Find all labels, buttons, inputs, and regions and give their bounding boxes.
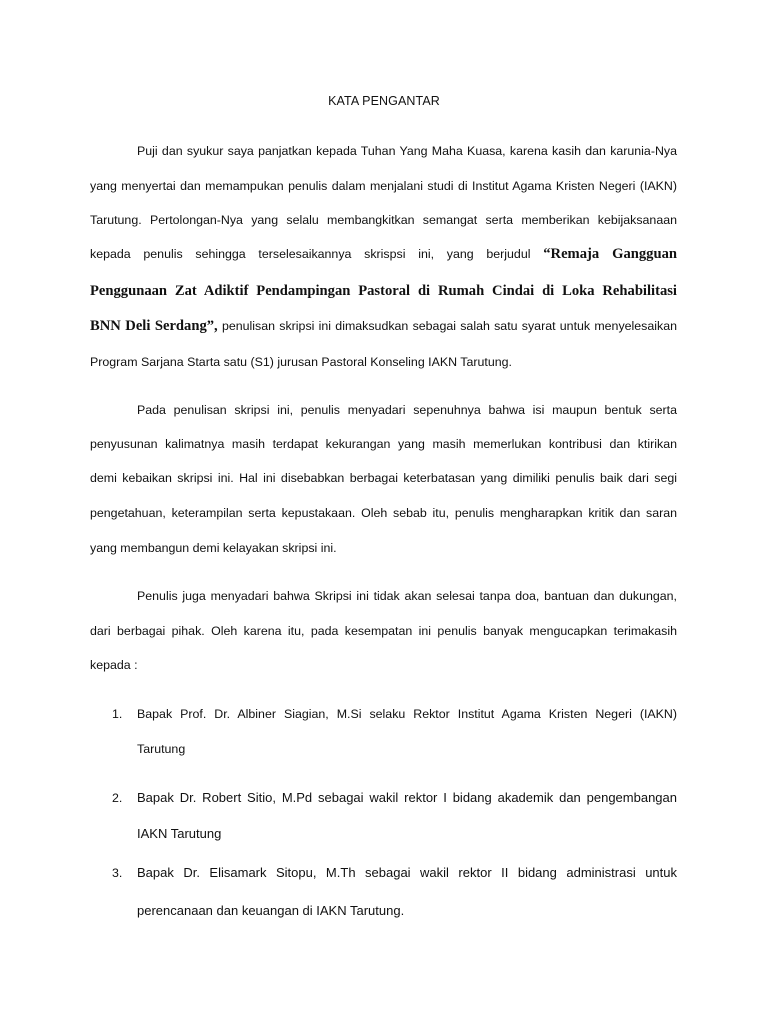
paragraph-3-line-3: kepada : [90,658,138,672]
paragraph-1-line-3: Tarutung. Pertolongan-Nya yang selalu membangkitkan semangat serta memberikan kebijaksanaan [90,213,677,227]
list-item-1-line-2: Tarutung [137,742,186,756]
paragraph-1-line-4-text: kepada penulis sehingga terselesaikannya skrispsi ini, yang berjudul [90,247,531,261]
paragraph-1-line-4 [90,246,677,262]
thesis-title-start: “Remaja Gangguan [543,246,677,262]
paragraph-3-line-2: dari berbagai pihak. Oleh karena itu, pada kesempatan ini penulis banyak mengucapkan terimakasih [90,624,677,638]
list-item-1-line-1: Bapak Prof. Dr. Albiner Siagian, M.Si selaku Rektor Institut Agama Kristen Negeri (IAKN) [137,707,677,721]
list-item-2-line-1: Bapak Dr. Robert Sitio, M.Pd sebagai wakil rektor I bidang akademik dan pengembangan [137,790,677,805]
paragraph-2-line-4: pengetahuan, keterampilan serta kepustakaan. Oleh sebab itu, penulis mengharapkan kritik dan saran [90,506,677,520]
list-item-3-line-2: perencanaan dan keuangan di IAKN Tarutung. [137,903,405,918]
paragraph-1-line-5 [90,283,677,299]
list-item-number: 1. [112,707,123,721]
list-item-2-line-2: IAKN Tarutung [137,826,222,841]
paragraph-2-line-5: yang membangun demi kelayakan skripsi ini. [90,541,337,555]
list-item-number: 2. [112,791,123,805]
list-item-3-line-1: Bapak Dr. Elisamark Sitopu, M.Th sebagai wakil rektor II bidang administrasi untuk [137,865,677,880]
page-title: KATA PENGANTAR [328,94,440,108]
paragraph-1-line-6 [90,318,677,334]
list-item-number: 3. [112,866,123,880]
paragraph-2-line-3: demi kebaikan skripsi ini. Hal ini disebabkan berbagai keterbatasan yang dimiliki penulis baik dari segi [90,471,677,485]
paragraph-2-line-2: penyusunan kalimatnya masih terdapat kekurangan yang masih memerlukan kontribusi dan ktirikan [90,437,677,451]
paragraph-1-line-2: yang menyertai dan memampukan penulis dalam menjalani studi di Institut Agama Kristen Negeri (IAKN) [90,179,677,193]
thesis-title-end: BNN Deli Serdang”, [90,318,218,334]
paragraph-1-line-6-text: penulisan skripsi ini dimaksudkan sebagai salah satu syarat untuk menyelesaikan [221,319,677,333]
paragraph-1-line-1: Puji dan syukur saya panjatkan kepada Tuhan Yang Maha Kuasa, karena kasih dan karunia-Nya [137,144,677,158]
thesis-title-middle: Penggunaan Zat Adiktif Pendampingan Pastoral di Rumah Cindai di Loka Rehabilitasi [90,283,677,299]
paragraph-1-line-7: Program Sarjana Starta satu (S1) jurusan Pastoral Konseling IAKN Tarutung. [90,355,512,369]
paragraph-2-line-1: Pada penulisan skripsi ini, penulis menyadari sepenuhnya bahwa isi maupun bentuk serta [137,403,677,417]
paragraph-3-line-1: Penulis juga menyadari bahwa Skripsi ini tidak akan selesai tanpa doa, bantuan dan dukungan, [137,589,677,603]
